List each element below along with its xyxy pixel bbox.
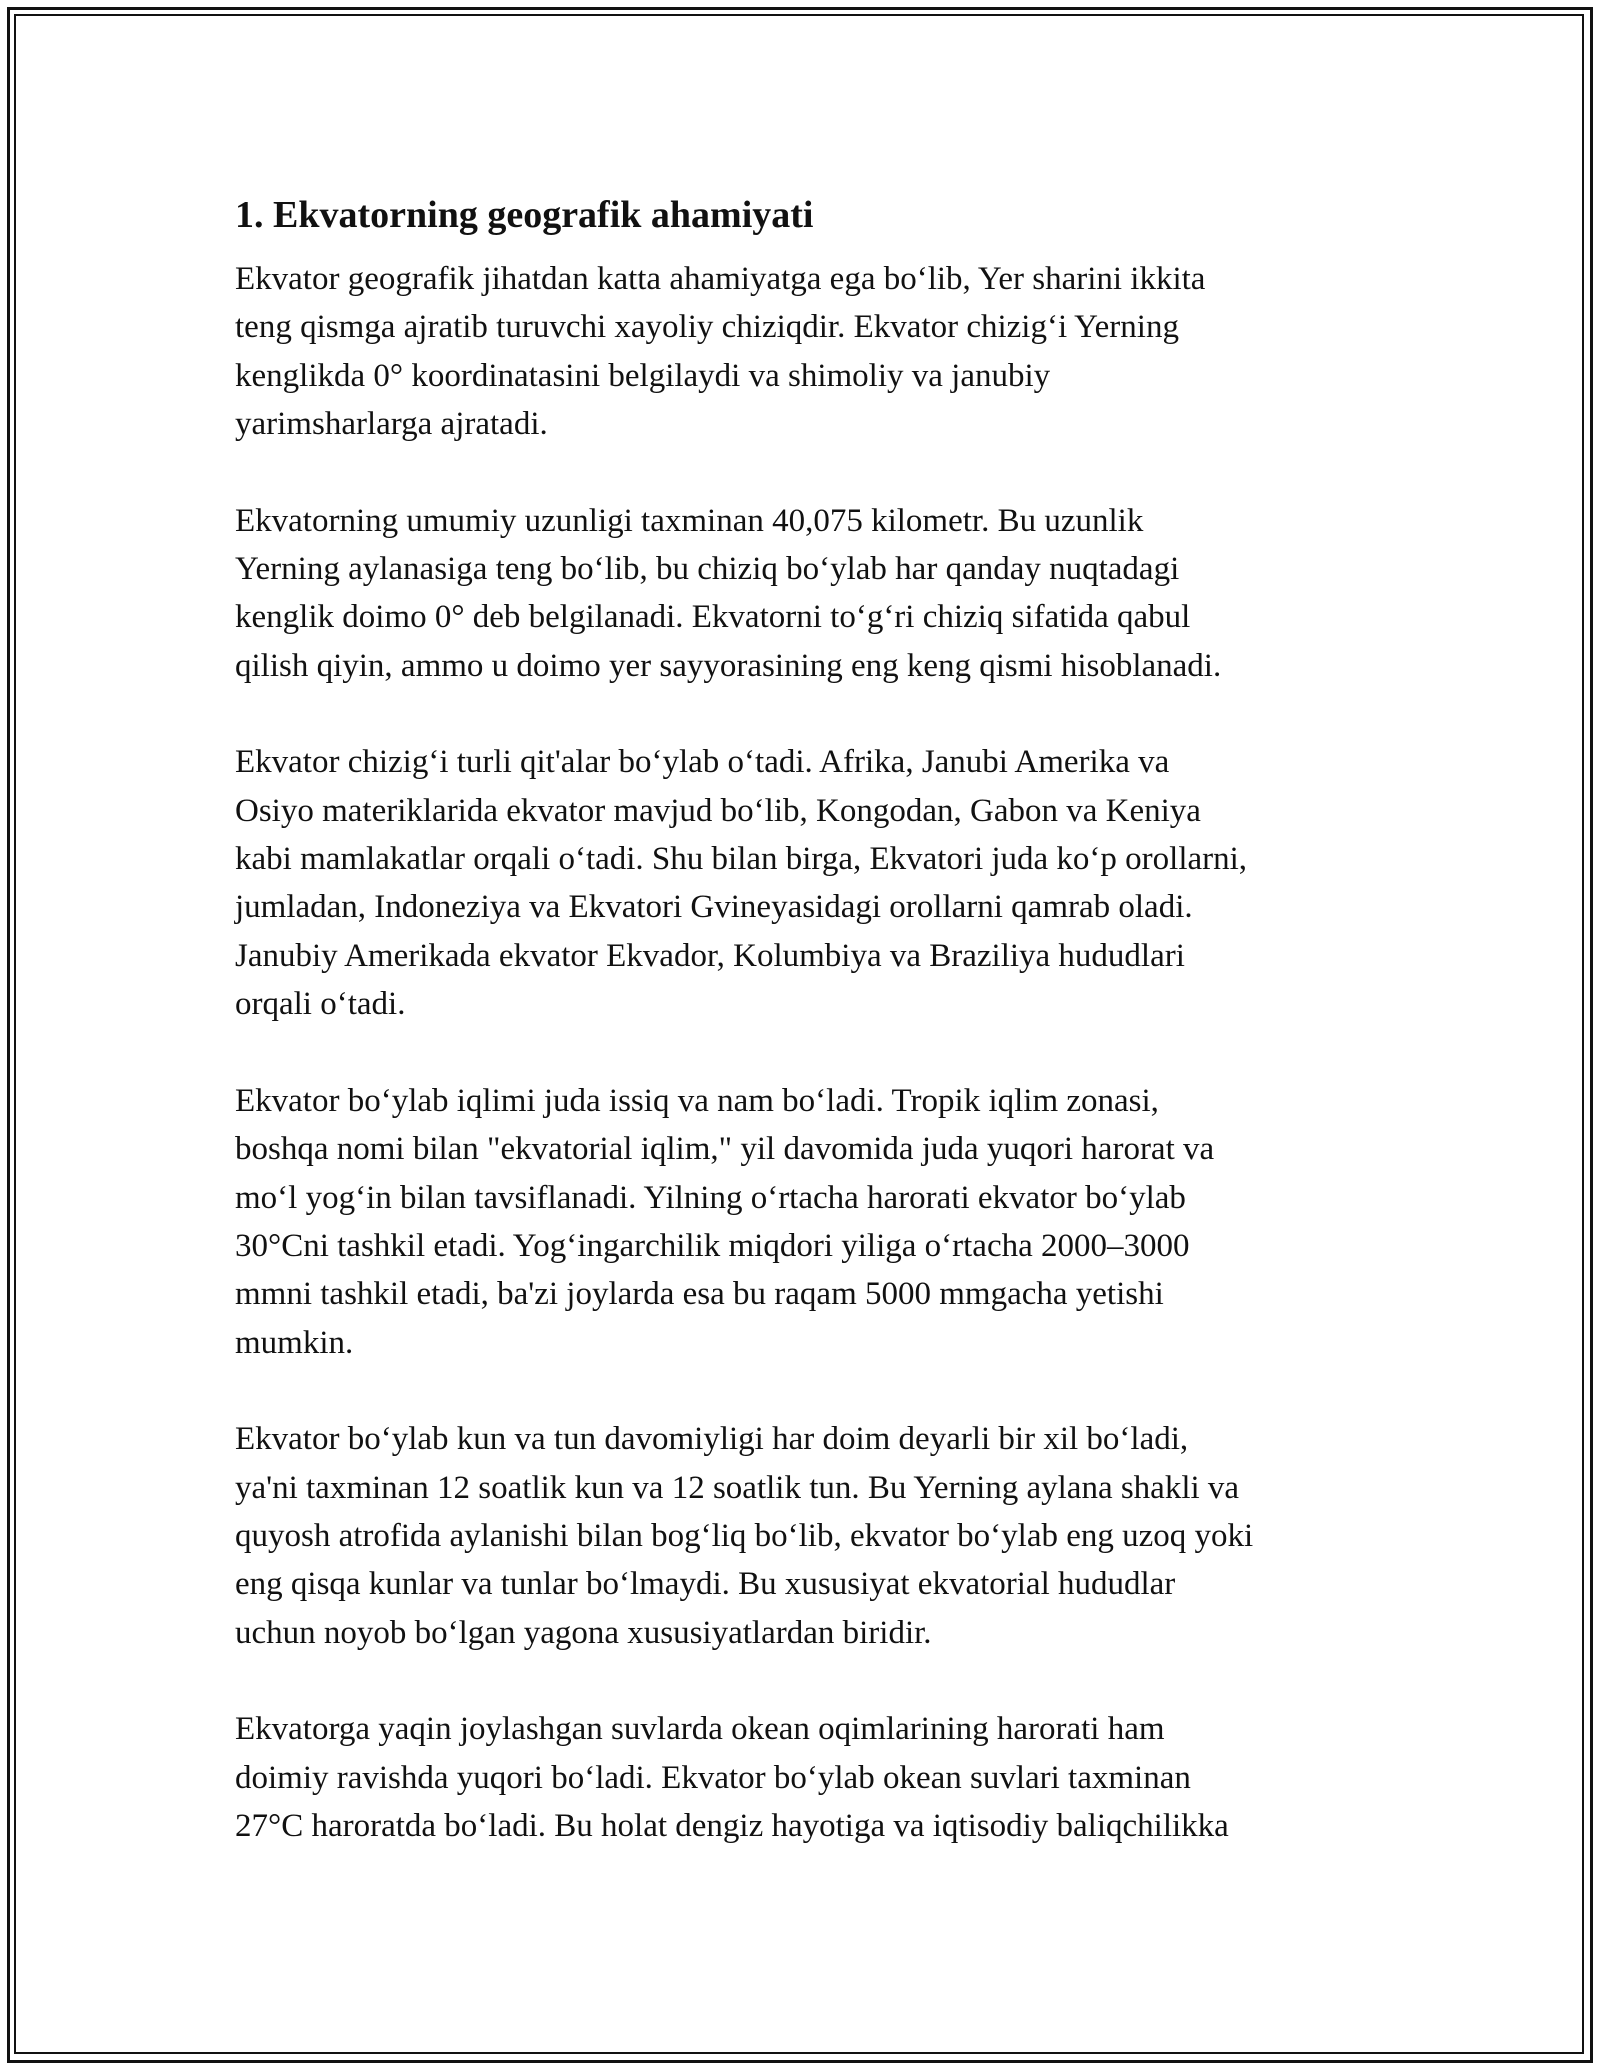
paragraph-line: Ekvator geografik jihatdan katta ahamiyatga ega bo‘lib, Yer sharini ikkita <box>235 261 1206 297</box>
document-body <box>235 185 1375 1898</box>
paragraph-line: 30°Cni tashkil etadi. Yog‘ingarchilik miqdori yiliga o‘rtacha 2000–3000 <box>235 1227 1190 1264</box>
paragraph-line: boshqa nomi bilan "ekvatorial iqlim," yil davomida juda yuqori harorat va <box>235 1131 1215 1168</box>
paragraph-line: jumladan, Indoneziya va Ekvatori Gvineyasidagi orollarni qamrab oladi. <box>235 889 1193 926</box>
paragraph-line: kabi mamlakatlar orqali o‘tadi. Shu bilan birga, Ekvatori juda ko‘p orollarni, <box>235 841 1248 878</box>
paragraph <box>235 497 1375 691</box>
paragraph-line: eng qisqa kunlar va tunlar bo‘lmaydi. Bu xususiyat ekvatorial hududlar <box>235 1566 1176 1603</box>
paragraph-line: 27°C haroratda bo‘ladi. Bu holat dengiz hayotiga va iqtisodiy baliqchilikka <box>235 1807 1229 1844</box>
paragraph-line: kenglik doimo 0° deb belgilanadi. Ekvatorni to‘g‘ri chiziq sifatida qabul <box>235 599 1191 636</box>
paragraph-line: mmni tashkil etadi, ba'zi joylarda esa bu raqam 5000 mmgacha yetishi <box>235 1276 1164 1313</box>
paragraph <box>235 738 1375 1028</box>
paragraph-line: mo‘l yog‘in bilan tavsiflanadi. Yilning o‘rtacha harorati ekvator bo‘ylab <box>235 1179 1186 1216</box>
paragraph-line: Janubiy Amerikada ekvator Ekvador, Kolumbiya va Braziliya hududlari <box>235 937 1185 974</box>
paragraph <box>235 255 1375 449</box>
paragraph-line: Ekvator chizig‘i turli qit'alar bo‘ylab o‘tadi. Afrika, Janubi Amerika va <box>235 744 1170 781</box>
paragraph-line: orqali o‘tadi. <box>235 986 406 1023</box>
paragraph-line: ya'ni taxminan 12 soatlik kun va 12 soatlik tun. Bu Yerning aylana shakli va <box>235 1469 1240 1506</box>
paragraph-line: uchun noyob bo‘lgan yagona xususiyatlardan biridir. <box>235 1614 932 1651</box>
paragraph-line: doimiy ravishda yuqori bo‘ladi. Ekvator bo‘ylab okean suvlari taxminan <box>235 1759 1191 1796</box>
paragraph-line: yarimsharlarga ajratadi. <box>235 406 548 443</box>
paragraph-line: teng qismga ajratib turuvchi xayoliy chiziqdir. Ekvator chizig‘i Yerning <box>235 309 1179 346</box>
paragraph-line: Ekvatorga yaqin joylashgan suvlarda okean oqimlarining harorati ham <box>235 1711 1165 1748</box>
paragraph-list <box>235 255 1375 1850</box>
paragraph <box>235 1705 1375 1850</box>
section-heading: 1. Ekvatorning geografik ahamiyati <box>235 194 814 236</box>
paragraph-line: qilish qiyin, ammo u doimo yer sayyorasining eng keng qismi hisoblanadi. <box>235 647 1222 684</box>
paragraph-line: quyosh atrofida aylanishi bilan bog‘liq bo‘lib, ekvator bo‘ylab eng uzoq yoki <box>235 1517 1254 1554</box>
paragraph-line: Yerning aylanasiga teng bo‘lib, bu chiziq bo‘ylab har qanday nuqtadagi <box>235 551 1180 588</box>
paragraph-line: Ekvator bo‘ylab kun va tun davomiyligi har doim deyarli bir xil bo‘ladi, <box>235 1421 1189 1458</box>
paragraph-line: mumkin. <box>235 1324 354 1361</box>
paragraph <box>235 1415 1375 1657</box>
paragraph-line: Ekvator bo‘ylab iqlimi juda issiq va nam bo‘ladi. Tropik iqlim zonasi, <box>235 1082 1159 1119</box>
paragraph-line: kenglikda 0° koordinatasini belgilaydi va shimoliy va janubiy <box>235 357 1051 394</box>
paragraph <box>235 1077 1375 1367</box>
paragraph-line: Osiyo materiklarida ekvator mavjud bo‘lib, Kongodan, Gabon va Keniya <box>235 792 1201 829</box>
paragraph-line: Ekvatorning umumiy uzunligi taxminan 40,075 kilometr. Bu uzunlik <box>235 502 1144 539</box>
